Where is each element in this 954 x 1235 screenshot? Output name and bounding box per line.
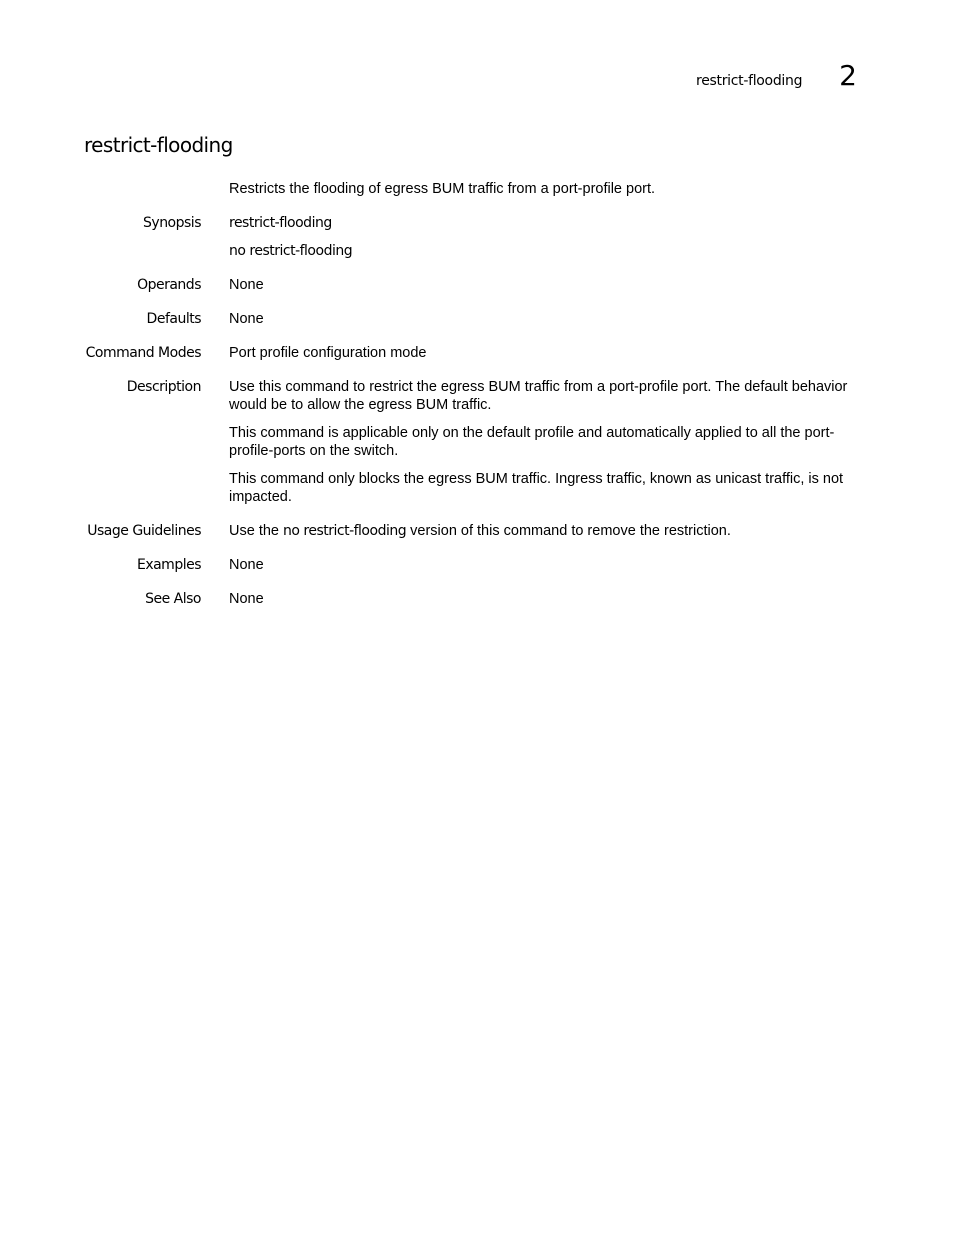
- synopsis-command: restrict-flooding: [229, 215, 332, 231]
- operands-label: Operands: [137, 277, 201, 293]
- usage-guidelines-before: Use the: [229, 523, 283, 539]
- description-paragraph: Use this command to restrict the egress BUM traffic from a port-profile port. The default behavior would be to allow the egress BUM traffic.: [229, 379, 848, 413]
- usage-guidelines-text: [229, 522, 874, 540]
- see-also-text: None: [229, 591, 264, 607]
- usage-guidelines-after: version of this command to remove the restriction.: [406, 523, 731, 539]
- see-also-label: See Also: [145, 591, 201, 607]
- operands-row: [84, 276, 874, 294]
- command-modes-text: Port profile configuration mode: [229, 345, 427, 361]
- synopsis-label: Synopsis: [143, 215, 201, 231]
- running-header-title: restrict-flooding: [696, 73, 803, 89]
- command-reference-body: [84, 180, 874, 624]
- page-title: restrict-flooding: [84, 133, 233, 157]
- synopsis-no-command: no restrict-flooding: [229, 243, 353, 259]
- see-also-row: [84, 590, 874, 608]
- defaults-row: [84, 310, 874, 328]
- synopsis-row: [84, 214, 874, 260]
- command-modes-label: Command Modes: [85, 345, 201, 361]
- defaults-label: Defaults: [146, 311, 201, 327]
- usage-guidelines-label: Usage Guidelines: [87, 523, 201, 539]
- description-paragraph: This command only blocks the egress BUM traffic. Ingress traffic, known as unicast traffic, is not impacted.: [229, 471, 844, 505]
- examples-row: [84, 556, 874, 574]
- usage-guidelines-command: no restrict-flooding: [283, 523, 407, 539]
- summary-label: [84, 180, 201, 198]
- operands-text: None: [229, 277, 264, 293]
- description-label: Description: [126, 379, 201, 395]
- summary-row: [84, 180, 874, 198]
- description-row: [84, 378, 874, 506]
- examples-label: Examples: [136, 557, 201, 573]
- running-header: [696, 59, 857, 92]
- usage-guidelines-row: [84, 522, 874, 540]
- examples-text: None: [229, 557, 264, 573]
- defaults-text: None: [229, 311, 264, 327]
- summary-text: Restricts the flooding of egress BUM traffic from a port-profile port.: [229, 181, 656, 197]
- chapter-number: 2: [839, 59, 857, 92]
- command-modes-row: [84, 344, 874, 362]
- description-paragraph: This command is applicable only on the default profile and automatically applied to all the port-profile-ports on the switch.: [229, 425, 835, 459]
